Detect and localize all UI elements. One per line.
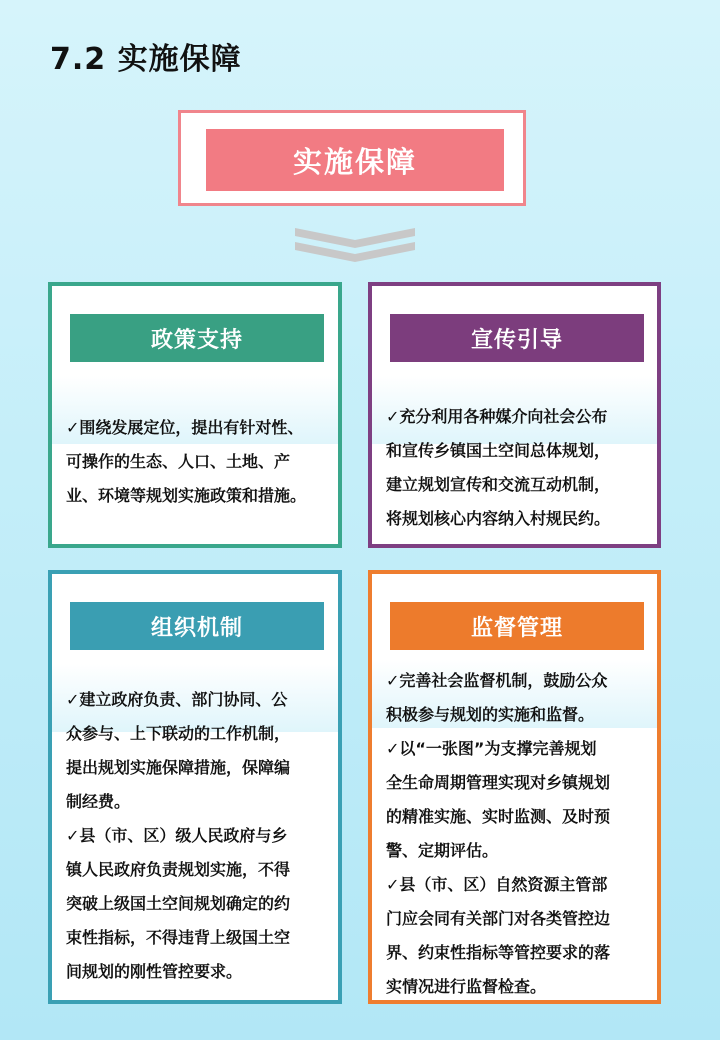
card-title: 组织机制: [70, 602, 324, 650]
text-line: 和宣传乡镇国土空间总体规划，: [386, 441, 611, 460]
text-line: ✓充分利用各种媒介向社会公布: [386, 407, 608, 426]
text-line: 可操作的生态、人口、土地、产: [66, 452, 291, 471]
text-line: ✓以“一张图”为支撑完善规划: [386, 739, 597, 758]
text-line: 积极参与规划的实施和监督。: [386, 705, 595, 724]
card-organization-mechanism: [48, 570, 342, 1004]
card-title: 监督管理: [390, 602, 644, 650]
text-line: 突破上级国土空间规划确定的约: [66, 894, 291, 913]
text-line: 界、约束性指标等管控要求的落: [386, 943, 611, 962]
card-body: [386, 400, 645, 536]
card-supervision-management: [368, 570, 661, 1004]
double-chevron-down-icon: [295, 228, 415, 264]
card-publicity-guidance: [368, 282, 661, 548]
text-line: ✓县（市、区）自然资源主管部: [386, 875, 608, 894]
card-body: [66, 411, 326, 513]
text-line: 的精准实施、实时监测、及时预: [386, 807, 611, 826]
text-line: 制经费。: [66, 792, 131, 811]
text-line: 业、环境等规划实施政策和措施。: [66, 486, 307, 505]
card-title: 宣传引导: [390, 314, 644, 362]
text-line: 间规划的刚性管控要求。: [66, 962, 243, 981]
text-line: 全生命周期管理实现对乡镇规划: [386, 773, 611, 792]
text-line: 门应会同有关部门对各类管控边: [386, 909, 611, 928]
text-line: ✓完善社会监督机制，鼓励公众: [386, 671, 608, 690]
text-line: 实情况进行监督检查。: [386, 977, 547, 996]
text-line: ✓建立政府负责、部门协同、公: [66, 690, 288, 709]
text-line: ✓县（市、区）级人民政府与乡: [66, 826, 288, 845]
text-line: 提出规划实施保障措施，保障编: [66, 758, 291, 777]
text-line: 镇人民政府负责规划实施，不得: [66, 860, 291, 879]
text-line: 束性指标，不得违背上级国土空: [66, 928, 291, 947]
card-policy-support: [48, 282, 342, 548]
card-body: [66, 683, 326, 989]
text-line: ✓围绕发展定位，提出有针对性、: [66, 418, 304, 437]
card-title: 政策支持: [70, 314, 324, 362]
text-line: 将规划核心内容纳入村规民约。: [386, 509, 611, 528]
text-line: 建立规划宣传和交流互动机制，: [386, 475, 611, 494]
text-line: 众参与、上下联动的工作机制，: [66, 724, 291, 743]
card-body: [386, 664, 645, 1004]
main-box: 实施保障: [206, 129, 504, 191]
text-line: 警、定期评估。: [386, 841, 499, 860]
page-title: 7.2 实施保障: [50, 42, 242, 77]
